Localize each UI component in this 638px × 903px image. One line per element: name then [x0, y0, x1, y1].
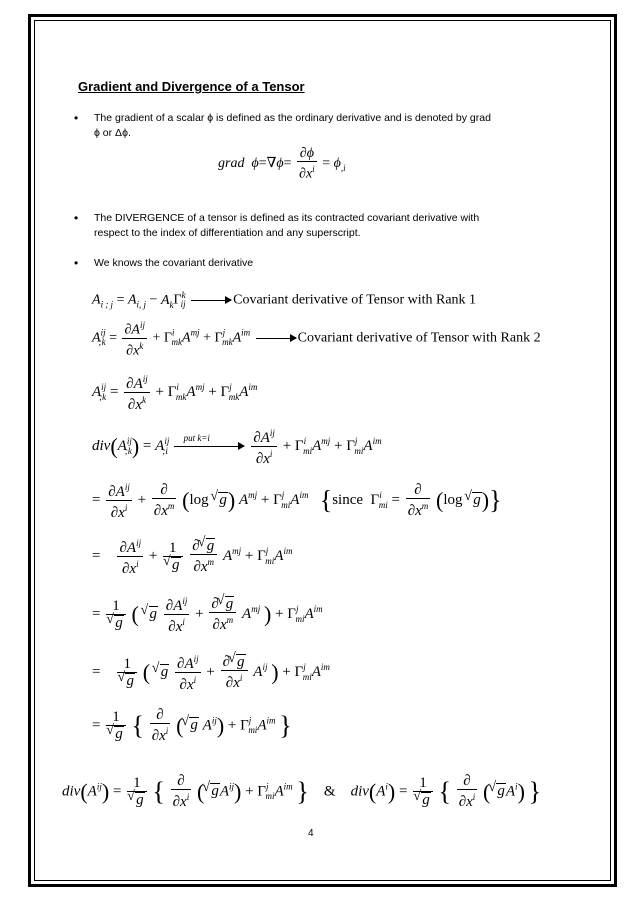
equation-div-3: = $\frac{\partial A^{ij}}{\partial x^i}$ + 1 √ g $\frac{\partial√ g}{\partial x^m}$ $A^{mj} + \Gamma^j_{mi}A^{im}$ — [92, 536, 292, 577]
bullet-icon: • — [74, 211, 79, 225]
bullet-covariant: • We knows the covariant derivative — [74, 256, 254, 270]
bullet-icon: • — [74, 256, 79, 270]
equation-rank1: $A_{i ; j} = A_{i, j} - A_k\Gamma^k_{ij}$ Covariant derivative of Tensor with Rank 1 — [92, 290, 477, 310]
equation-div-6: = 1 √ g { $\frac{\partial}{\partial x^i}$ (√ g $A^{ij}) + \Gamma^j_{mi}A^{im}$ } — [92, 708, 292, 744]
bullet-gradient: • The gradient of a scalar ϕ is defined as the ordinary derivative and is denoted by grad ϕ or Δϕ. — [74, 111, 491, 139]
equation-gradient: grad ϕ=∇ϕ= $\frac{\partial\phi}{\partial x^i}$ = $\phi_{,i}$ — [218, 146, 346, 182]
section-heading: Gradient and Divergence of a Tensor — [78, 79, 305, 94]
equation-div-1: $div(A^{ij}_{;k}) = A^{ij}_{;i}$ put k=i $\frac{\partial A^{ij}}{\partial x^i}$ + $\Gamma^i_{mi}A^{mj} + \Gamma^j_{mi}A^{im}$ — [92, 428, 382, 467]
equation-div-2: = $\frac{\partial A^{ij}}{\partial x^i}$ + $\frac{\partial}{\partial x^m}$ (log √ g) $A^{mj} + \Gamma^j_{mi}A^{im}$ {since $\Gamma^i_{mi}$ = $\frac{\partial}{\partial x^m}$ (log √ g)} — [92, 480, 502, 521]
bullet-icon: • — [74, 111, 79, 125]
equation-div-5: = 1 √ g ( √ g $\frac{\partial A^{ij}}{\partial x^i}$ + $\frac{\partial√ g}{\partial x^i}$ $A^{ij}$ ) + $\Gamma^j_{mi}A^{im}$ — [92, 652, 330, 693]
equation-rank2: $A^{ij}_{;k}$ = $\frac{\partial A^{ij}}{\partial x^k}$ + $\Gamma^i_{mk}A^{mj} + \Gamma^j_{mk}A^{im}$ Covariant derivative of Tensor with Rank 2 — [92, 320, 541, 359]
equation-div-final: $div(A^{ij})$ = 1 √ g { $\frac{\partial}{\partial x^i}$ (√ $gA^{ij}) + \Gamma^j_{mi}A^{im}$ } & $div(A^i)$ = 1 √ g { $\frac{\partial}{\partial x^i}$ (√ $gA^i$) } — [62, 774, 541, 810]
page-number: 4 — [308, 828, 314, 839]
bullet-divergence: • The DIVERGENCE of a tensor is defined as its contracted covariant derivative with respect to the index of differentiation and any superscript. — [74, 211, 480, 239]
equation-div-4: = 1 √ g ( √ g $\frac{\partial A^{ij}}{\partial x^i}$ + $\frac{\partial√ g}{\partial x^m}$ $A^{mj}$ ) + $\Gamma^j_{mi}A^{im}$ — [92, 594, 323, 635]
equation-rank2-large: $A^{ij}_{;k}$ = $\frac{\partial A^{ij}}{\partial x^k}$ + $\Gamma^i_{mk}A^{mj} + \Gamma^j_{mk}A^{im}$ — [92, 374, 258, 413]
